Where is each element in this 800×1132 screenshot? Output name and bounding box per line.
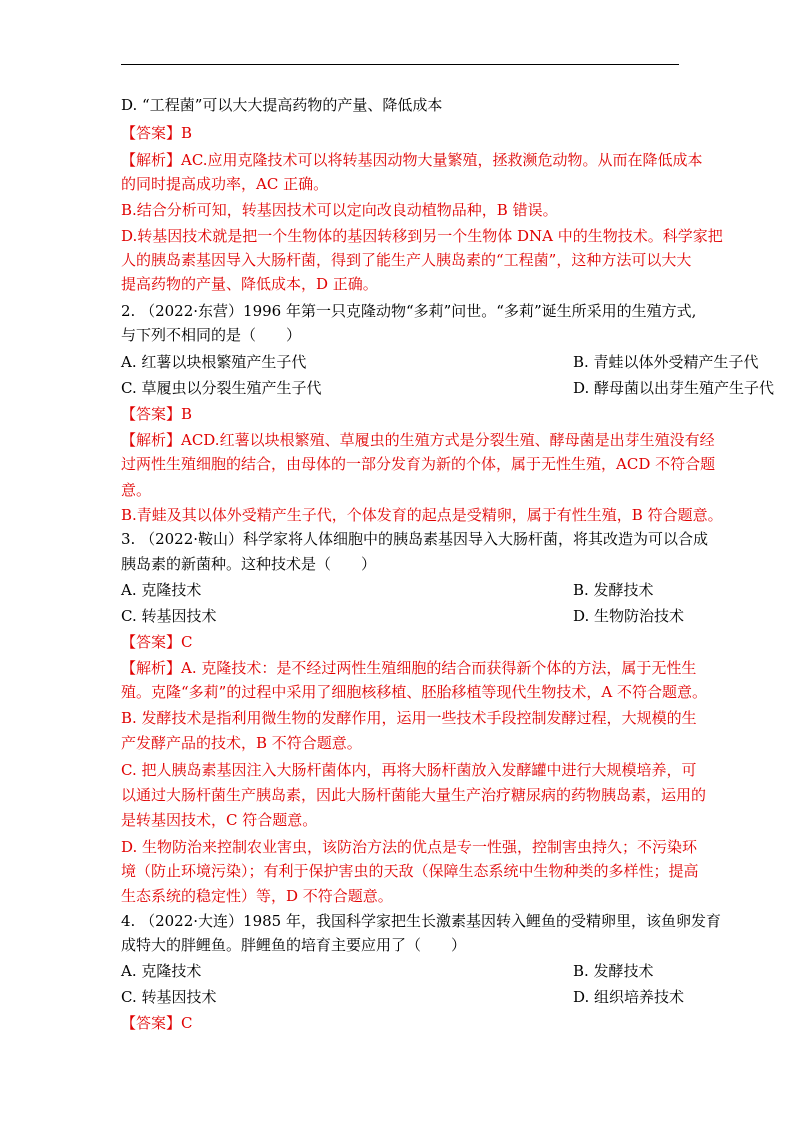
q3-options-row (121, 607, 686, 626)
q3-analysis-line: B. 发酵技术是指利用微生物的发酵作用，运用一些技术手段控制发酵过程，大规模的生 (121, 709, 697, 727)
q3-option-c: C. 转基因技术 (121, 607, 217, 625)
q2-option-b: B. 青蛙以体外受精产生子代 (573, 353, 759, 371)
q2-analysis-line: B.青蛙及其以体外受精产生子代，个体发育的起点是受精卵，属于有性生殖，B 符合题意。 (121, 506, 723, 524)
q2-analysis-line: 【解析】ACD.红薯以块根繁殖、草履虫的生殖方式是分裂生殖、酵母菌是出芽生殖没有经 (121, 431, 715, 449)
q4-stem-line: 4. （2022·大连）1985 年，我国科学家把生长激素基因转入鲤鱼的受精卵里，该鱼卵发育 (121, 912, 721, 930)
q2-answer: 【答案】B (121, 405, 193, 423)
q3-analysis-line: C. 把人胰岛素基因注入大肠杆菌体内，再将大肠杆菌放入发酵罐中进行大规模培养，可 (121, 761, 697, 779)
prev-analysis-line: 的同时提高成功率，AC 正确。 (121, 175, 329, 193)
q3-option-d: D. 生物防治技术 (573, 607, 685, 625)
q3-stem-line: 胰岛素的新菌种。这种技术是（ ） (121, 555, 377, 573)
q2-option-a: A. 红薯以块根繁殖产生子代 (121, 353, 307, 371)
q3-analysis-line: 生态系统的稳定性）等，D 不符合题意。 (121, 887, 393, 905)
q2-stem-line: 2. （2022·东营）1996 年第一只克隆动物“多莉”问世。“多莉”诞生所采用的生殖方式, (121, 302, 697, 320)
q3-analysis-line: 境（防止环境污染）；有利于保护害虫的天敌（保障生态系统中生物种类的多样性；提高 (121, 862, 699, 880)
q2-analysis-line: 过两性生殖细胞的结合，由母体的一部分发育为新的个体，属于无性生殖，ACD 不符合题 (121, 455, 716, 473)
q3-option-b: B. 发酵技术 (573, 581, 654, 599)
prev-analysis-line: B.结合分析可知，转基因技术可以定向改良动植物品种，B 错误。 (121, 201, 558, 219)
q3-stem-line: 3. （2022·鞍山）科学家将人体细胞中的胰岛素基因导入大肠杆菌，将其改造为可以合成 (121, 530, 709, 548)
q3-analysis-line: 是转基因技术，C 符合题意。 (121, 811, 318, 829)
q4-stem-line: 成特大的胖鲤鱼。胖鲤鱼的培育主要应用了（ ） (121, 936, 467, 954)
q3-analysis-line: 产发酵产品的技术，B 不符合题意。 (121, 734, 362, 752)
q4-options-row (121, 988, 686, 1007)
q4-option-d: D. 组织培养技术 (573, 988, 685, 1006)
q3-analysis-line: D. 生物防治来控制农业害虫，该防治方法的优点是专一性强，控制害虫持久；不污染环 (121, 838, 698, 856)
prev-analysis-line: 人的胰岛素基因导入大肠杆菌，得到了能生产人胰岛素的“工程菌”，这种方法可以大大 (121, 251, 692, 269)
header-rule (121, 64, 679, 65)
q2-stem-line: 与下列不相同的是（ ） (121, 326, 302, 344)
q4-option-c: C. 转基因技术 (121, 988, 217, 1006)
q4-answer: 【答案】C (121, 1014, 193, 1032)
q3-option-a: A. 克隆技术 (121, 581, 202, 599)
q2-options-row (121, 353, 759, 372)
q2-option-c: C. 草履虫以分裂生殖产生子代 (121, 379, 322, 397)
q4-options-row (121, 962, 686, 981)
prev-answer: 【答案】B (121, 124, 193, 142)
q4-option-a: A. 克隆技术 (121, 962, 202, 980)
prev-analysis-line: D.转基因技术就是把一个生物体的基因转移到另一个生物体 DNA 中的生物技术。科学家把 (121, 227, 723, 245)
q2-options-row (121, 379, 775, 398)
q3-analysis-line: 以通过大肠杆菌生产胰岛素，因此大肠杆菌能大量生产治疗糖尿病的药物胰岛素，运用的 (121, 786, 707, 804)
q3-answer: 【答案】C (121, 633, 193, 651)
q3-options-row (121, 581, 686, 600)
prev-analysis-line: 提高药物的产量、降低成本，D 正确。 (121, 275, 378, 293)
q2-analysis-line: 意。 (121, 481, 152, 499)
prev-analysis-line: 【解析】AC.应用克隆技术可以将转基因动物大量繁殖，拯救濒危动物。从而在降低成本 (121, 151, 703, 169)
q3-analysis-line: 【解析】A. 克隆技术：是不经过两性生殖细胞的结合而获得新个体的方法，属于无性生 (121, 659, 697, 677)
q3-analysis-line: 殖。克隆“多莉”的过程中采用了细胞核移植、胚胎移植等现代生物技术，A 不符合题意。 (121, 683, 707, 701)
prev-option-d: D. “工程菌”可以大大提高药物的产量、降低成本 (121, 96, 443, 114)
q2-option-d: D. 酵母菌以出芽生殖产生子代 (573, 379, 775, 397)
q4-option-b: B. 发酵技术 (573, 962, 654, 980)
